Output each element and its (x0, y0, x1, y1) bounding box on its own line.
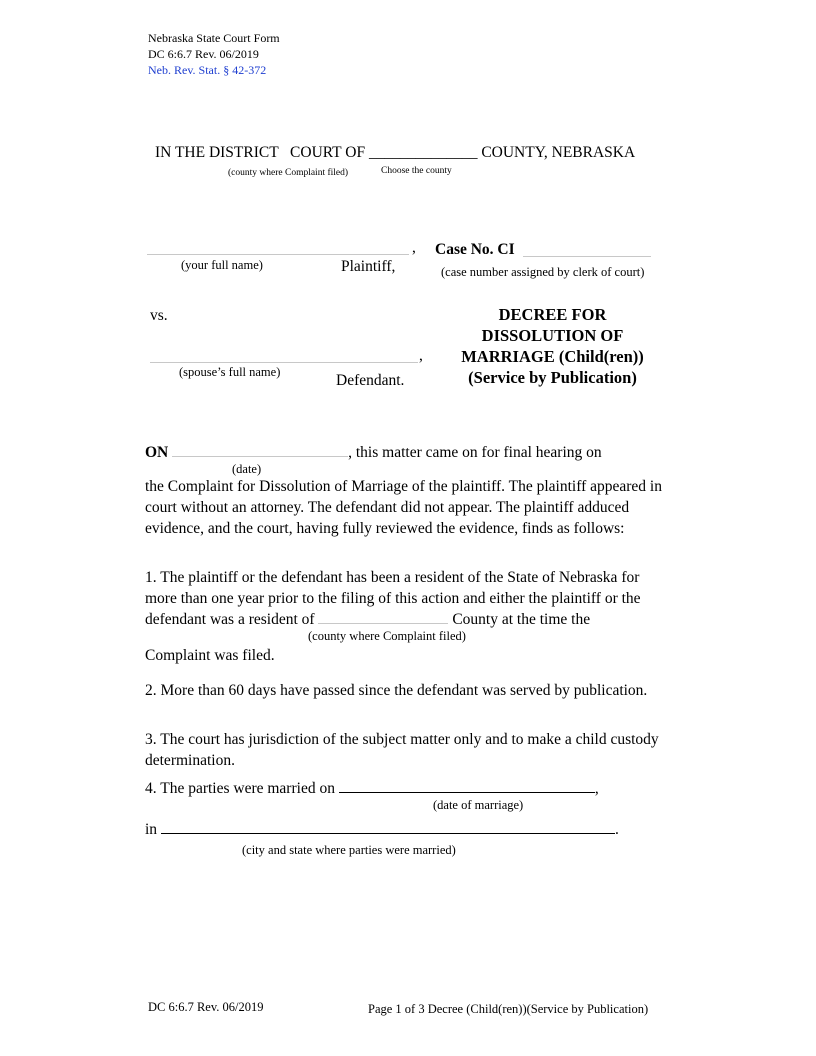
marriage-place-hint: (city and state where parties were married) (242, 843, 456, 857)
paragraph-4 (145, 778, 599, 799)
case-number-field[interactable] (523, 242, 651, 262)
court-suffix: COUNTY, NEBRASKA (481, 144, 636, 161)
defendant-comma: , (419, 347, 423, 364)
plaintiff-hint: (your full name) (181, 258, 263, 272)
on-line (145, 442, 602, 463)
p1-text-b: County at the time the (452, 611, 591, 628)
county-blank[interactable]: ______________ (368, 144, 478, 161)
defendant-hint: (spouse’s full name) (179, 365, 281, 379)
title-line-4: (Service by Publication) (468, 368, 637, 387)
intro-paragraph: the Complaint for Dissolution of Marriage of the plaintiff. The plaintiff appeared in court without an attorney. The defendant did not appear. The plaintiff adduced evidence, and the court, having fully reviewed the evidence, finds as follows: (145, 478, 662, 537)
plaintiff-name-field[interactable] (147, 240, 409, 260)
p4-text-a: 4. The parties were married on (145, 780, 335, 797)
resident-county-field[interactable] (318, 609, 448, 624)
court-line (155, 144, 635, 162)
plaintiff-label: Plaintiff, (341, 258, 396, 275)
paragraph-2: 2. More than 60 days have passed since the defendant was served by publication. (145, 682, 648, 699)
hearing-date-field[interactable] (172, 442, 348, 457)
title-line-2: DISSOLUTION OF (481, 326, 624, 345)
footer-form-code: DC 6:6.7 Rev. 06/2019 (148, 1000, 264, 1014)
form-name: Nebraska State Court Form (148, 31, 280, 45)
p4-in: in (145, 821, 158, 838)
court-prefix: IN THE DISTRICT COURT OF (155, 144, 366, 161)
p4-period: . (614, 821, 619, 838)
title-line-3: MARRIAGE (Child(ren)) (461, 347, 644, 366)
paragraph-1 (145, 567, 670, 630)
case-hint: (case number assigned by clerk of court) (441, 265, 645, 279)
statute-link[interactable]: Neb. Rev. Stat. § 42-372 (148, 63, 267, 77)
document-title (450, 304, 655, 388)
county-hint: (county where Complaint filed) (228, 168, 349, 178)
marriage-place-field[interactable] (161, 819, 615, 834)
marriage-date-field[interactable] (339, 778, 595, 793)
footer-page-info: Page 1 of 3 Decree (Child(ren))(Service by Publication) (368, 1002, 649, 1016)
paragraph-3: 3. The court has jurisdiction of the subject matter only and to make a child custody determination. (145, 731, 659, 769)
on-label: ON (145, 444, 169, 461)
p1-text-c: Complaint was filed. (145, 647, 275, 664)
p4-comma: , (594, 780, 599, 797)
on-rest: , this matter came on for final hearing on (348, 444, 602, 461)
marriage-date-hint: (date of marriage) (433, 798, 524, 812)
p1-text-a: 1. The plaintiff or the defendant has been a resident of the State of Nebraska for more than one year prior to the filing of this action and either the plaintiff or the defendant was a resident of (145, 569, 641, 628)
date-hint: (date) (232, 462, 262, 476)
case-no-label: Case No. CI (435, 241, 515, 258)
p1-hint: (county where Complaint filed) (308, 629, 466, 643)
county-dropdown[interactable]: Choose the county (381, 166, 452, 176)
marriage-place-line (145, 819, 619, 840)
title-line-1: DECREE FOR (498, 305, 607, 324)
defendant-label: Defendant. (336, 372, 405, 389)
vs-label: vs. (150, 307, 168, 324)
form-code: DC 6:6.7 Rev. 06/2019 (148, 47, 259, 61)
plaintiff-comma: , (412, 239, 416, 256)
